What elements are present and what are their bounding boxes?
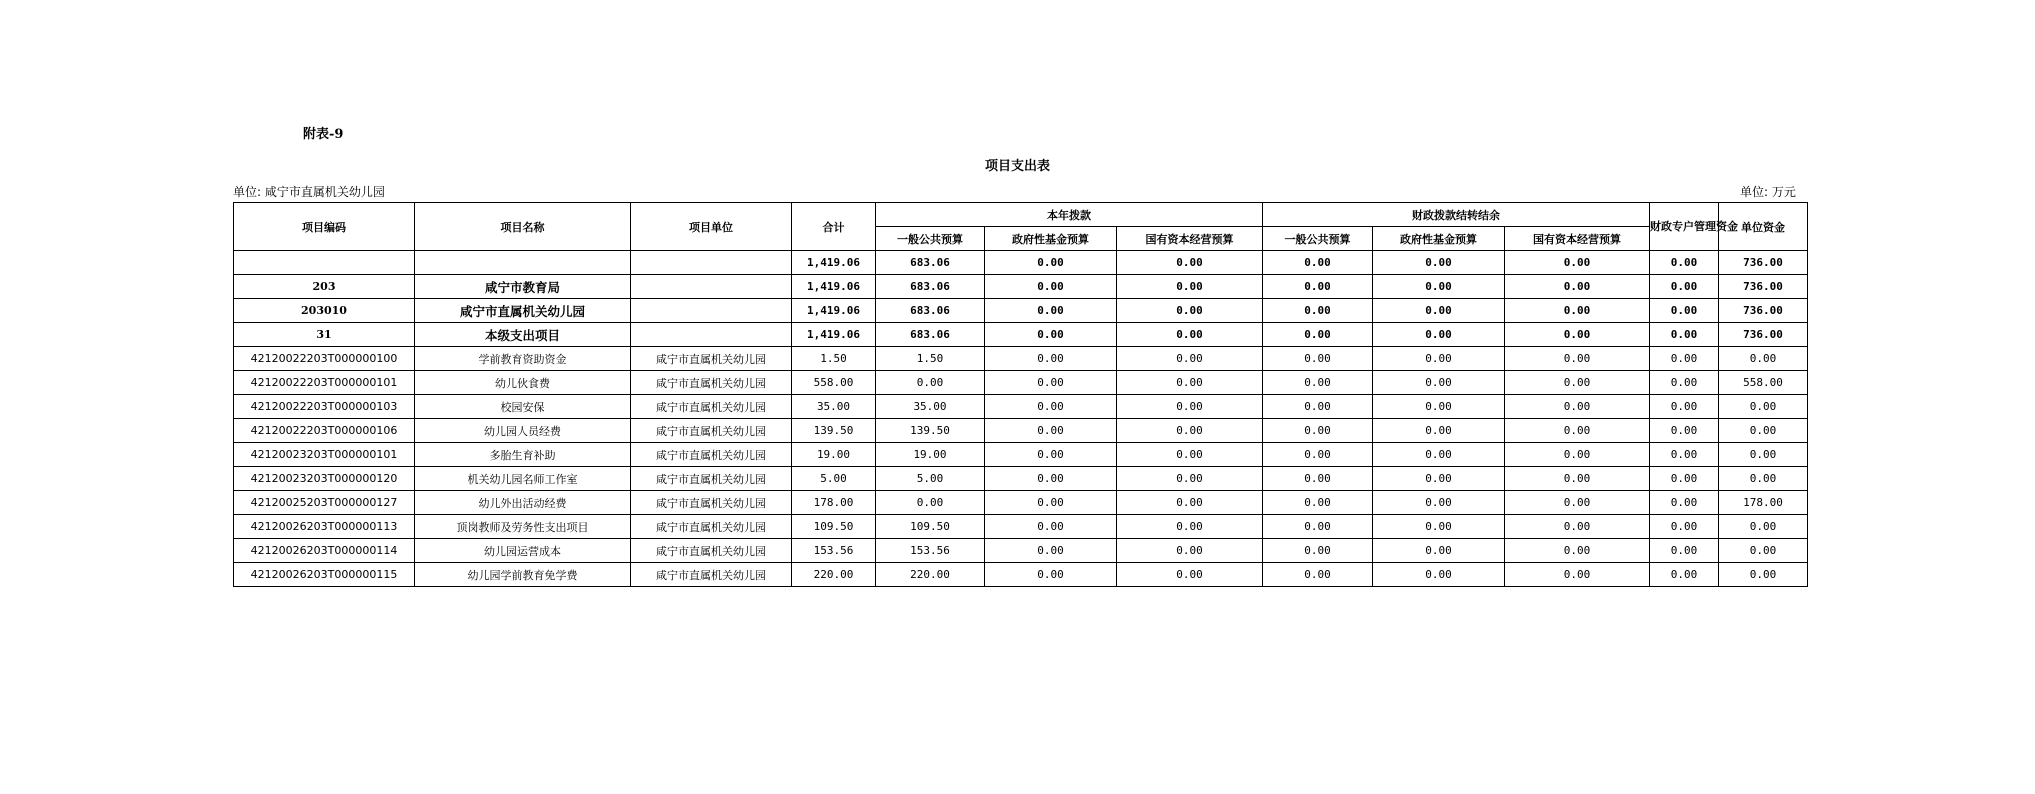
cell-name: 顶岗教师及劳务性支出项目 [415,515,631,539]
cell-name [415,251,631,275]
cell-current-state-capital: 0.00 [1117,515,1263,539]
cell-total: 19.00 [792,443,876,467]
cell-special-account: 0.00 [1650,347,1719,371]
table-row [234,419,1808,443]
cell-current-general: 0.00 [876,371,985,395]
cell-carryover-general: 0.00 [1263,515,1373,539]
cell-unit-funds: 0.00 [1719,395,1808,419]
cell-carryover-general: 0.00 [1263,443,1373,467]
cell-carryover-fund: 0.00 [1373,299,1505,323]
cell-current-state-capital: 0.00 [1117,395,1263,419]
cell-carryover-state-capital: 0.00 [1505,371,1650,395]
cell-unit-funds: 0.00 [1719,467,1808,491]
cell-carryover-general: 0.00 [1263,395,1373,419]
cell-current-fund: 0.00 [985,275,1117,299]
cell-current-state-capital: 0.00 [1117,443,1263,467]
cell-total: 35.00 [792,395,876,419]
cell-carryover-fund: 0.00 [1373,323,1505,347]
cell-code: 42120023203T000000120 [234,467,415,491]
cell-current-state-capital: 0.00 [1117,275,1263,299]
cell-unit-funds: 0.00 [1719,515,1808,539]
cell-carryover-fund: 0.00 [1373,515,1505,539]
attachment-label: 附表-9 [303,127,344,142]
cell-total: 139.50 [792,419,876,443]
cell-code: 42120026203T000000115 [234,563,415,587]
cell-unit: 咸宁市直属机关幼儿园 [631,443,792,467]
cell-name: 多胎生育补助 [415,443,631,467]
cell-carryover-general: 0.00 [1263,323,1373,347]
cell-carryover-general: 0.00 [1263,491,1373,515]
unit-currency-label: 单位: 万元 [1740,185,1796,199]
cell-current-fund: 0.00 [985,491,1117,515]
cell-carryover-fund: 0.00 [1373,395,1505,419]
cell-name: 幼儿外出活动经费 [415,491,631,515]
header-code: 项目编码 [234,203,415,251]
cell-unit: 咸宁市直属机关幼儿园 [631,563,792,587]
cell-current-general: 683.06 [876,323,985,347]
cell-total: 178.00 [792,491,876,515]
header-unit: 项目单位 [631,203,792,251]
cell-carryover-state-capital: 0.00 [1505,299,1650,323]
cell-unit-funds: 736.00 [1719,275,1808,299]
cell-special-account: 0.00 [1650,491,1719,515]
cell-current-state-capital: 0.00 [1117,467,1263,491]
cell-carryover-fund: 0.00 [1373,347,1505,371]
cell-name: 幼儿园人员经费 [415,419,631,443]
cell-code: 42120022203T000000106 [234,419,415,443]
cell-carryover-fund: 0.00 [1373,275,1505,299]
cell-code [234,251,415,275]
cell-name: 幼儿园运营成本 [415,539,631,563]
cell-carryover-general: 0.00 [1263,563,1373,587]
cell-unit: 咸宁市直属机关幼儿园 [631,539,792,563]
cell-current-general: 683.06 [876,275,985,299]
cell-carryover-general: 0.00 [1263,467,1373,491]
header-sub-state-capital: 国有资本经营预算 [1505,227,1650,251]
cell-name: 幼儿园学前教育免学费 [415,563,631,587]
cell-unit: 咸宁市直属机关幼儿园 [631,515,792,539]
cell-carryover-general: 0.00 [1263,251,1373,275]
cell-special-account: 0.00 [1650,443,1719,467]
header-sub-general: 一般公共预算 [876,227,985,251]
cell-unit: 咸宁市直属机关幼儿园 [631,347,792,371]
cell-current-general: 0.00 [876,491,985,515]
cell-carryover-fund: 0.00 [1373,371,1505,395]
cell-code: 31 [234,323,415,347]
cell-code: 42120022203T000000103 [234,395,415,419]
table-row [234,467,1808,491]
cell-current-state-capital: 0.00 [1117,371,1263,395]
cell-current-fund: 0.00 [985,395,1117,419]
cell-carryover-general: 0.00 [1263,539,1373,563]
cell-special-account: 0.00 [1650,371,1719,395]
header-unit-funds: 单位资金 [1719,203,1808,251]
cell-code: 42120026203T000000114 [234,539,415,563]
cell-current-fund: 0.00 [985,539,1117,563]
cell-carryover-fund: 0.00 [1373,539,1505,563]
cell-unit-funds: 558.00 [1719,371,1808,395]
table-row [234,323,1808,347]
cell-current-fund: 0.00 [985,419,1117,443]
cell-current-general: 1.50 [876,347,985,371]
cell-special-account: 0.00 [1650,323,1719,347]
cell-current-general: 683.06 [876,299,985,323]
table-row [234,251,1808,275]
cell-code: 203010 [234,299,415,323]
header-sub-fund: 政府性基金预算 [1373,227,1505,251]
cell-total: 1,419.06 [792,251,876,275]
cell-unit-funds: 736.00 [1719,251,1808,275]
header-total: 合计 [792,203,876,251]
table-row [234,371,1808,395]
cell-current-general: 35.00 [876,395,985,419]
cell-carryover-state-capital: 0.00 [1505,563,1650,587]
cell-unit-funds: 736.00 [1719,299,1808,323]
cell-total: 1,419.06 [792,299,876,323]
cell-current-general: 220.00 [876,563,985,587]
cell-unit [631,323,792,347]
cell-special-account: 0.00 [1650,395,1719,419]
cell-unit [631,251,792,275]
cell-name: 幼儿伙食费 [415,371,631,395]
header-group-carryover: 财政拨款结转结余 [1263,203,1650,227]
cell-total: 1,419.06 [792,275,876,299]
cell-carryover-general: 0.00 [1263,347,1373,371]
cell-unit: 咸宁市直属机关幼儿园 [631,395,792,419]
cell-code: 42120026203T000000113 [234,515,415,539]
cell-special-account: 0.00 [1650,515,1719,539]
cell-total: 153.56 [792,539,876,563]
cell-carryover-general: 0.00 [1263,299,1373,323]
cell-special-account: 0.00 [1650,467,1719,491]
cell-total: 220.00 [792,563,876,587]
cell-current-general: 139.50 [876,419,985,443]
cell-current-state-capital: 0.00 [1117,563,1263,587]
cell-carryover-fund: 0.00 [1373,419,1505,443]
cell-unit [631,275,792,299]
cell-current-state-capital: 0.00 [1117,299,1263,323]
cell-name: 机关幼儿园名师工作室 [415,467,631,491]
cell-special-account: 0.00 [1650,539,1719,563]
cell-carryover-general: 0.00 [1263,371,1373,395]
cell-current-state-capital: 0.00 [1117,251,1263,275]
cell-total: 558.00 [792,371,876,395]
cell-unit-funds: 0.00 [1719,419,1808,443]
cell-current-state-capital: 0.00 [1117,347,1263,371]
header-name: 项目名称 [415,203,631,251]
cell-current-fund: 0.00 [985,371,1117,395]
cell-name: 学前教育资助资金 [415,347,631,371]
cell-name: 咸宁市教育局 [415,275,631,299]
cell-carryover-state-capital: 0.00 [1505,395,1650,419]
cell-current-fund: 0.00 [985,563,1117,587]
table-row [234,443,1808,467]
expenditure-table [233,202,1808,587]
cell-current-fund: 0.00 [985,347,1117,371]
cell-carryover-state-capital: 0.00 [1505,251,1650,275]
unit-org-label: 单位: 咸宁市直属机关幼儿园 [233,185,385,199]
cell-unit-funds: 0.00 [1719,347,1808,371]
cell-carryover-state-capital: 0.00 [1505,275,1650,299]
cell-carryover-fund: 0.00 [1373,491,1505,515]
cell-total: 109.50 [792,515,876,539]
cell-code: 42120022203T000000100 [234,347,415,371]
cell-code: 203 [234,275,415,299]
cell-current-general: 109.50 [876,515,985,539]
cell-code: 42120023203T000000101 [234,443,415,467]
cell-carryover-general: 0.00 [1263,419,1373,443]
header-sub-state-capital: 国有资本经营预算 [1117,227,1263,251]
table-row [234,563,1808,587]
header-sub-fund: 政府性基金预算 [985,227,1117,251]
cell-current-fund: 0.00 [985,467,1117,491]
cell-carryover-state-capital: 0.00 [1505,443,1650,467]
cell-unit-funds: 0.00 [1719,563,1808,587]
cell-unit: 咸宁市直属机关幼儿园 [631,419,792,443]
table-row [234,491,1808,515]
cell-current-state-capital: 0.00 [1117,491,1263,515]
cell-current-general: 683.06 [876,251,985,275]
cell-unit [631,299,792,323]
cell-carryover-state-capital: 0.00 [1505,539,1650,563]
cell-name: 咸宁市直属机关幼儿园 [415,299,631,323]
cell-carryover-fund: 0.00 [1373,563,1505,587]
table-row [234,515,1808,539]
cell-special-account: 0.00 [1650,419,1719,443]
cell-code: 42120022203T000000101 [234,371,415,395]
cell-total: 1.50 [792,347,876,371]
cell-current-fund: 0.00 [985,299,1117,323]
cell-current-general: 5.00 [876,467,985,491]
cell-unit-funds: 178.00 [1719,491,1808,515]
cell-carryover-fund: 0.00 [1373,443,1505,467]
cell-carryover-general: 0.00 [1263,275,1373,299]
cell-total: 1,419.06 [792,323,876,347]
cell-current-general: 19.00 [876,443,985,467]
cell-carryover-state-capital: 0.00 [1505,467,1650,491]
cell-unit-funds: 0.00 [1719,443,1808,467]
cell-name: 校园安保 [415,395,631,419]
cell-special-account: 0.00 [1650,563,1719,587]
cell-carryover-state-capital: 0.00 [1505,515,1650,539]
cell-total: 5.00 [792,467,876,491]
cell-current-fund: 0.00 [985,323,1117,347]
cell-current-state-capital: 0.00 [1117,419,1263,443]
cell-current-state-capital: 0.00 [1117,539,1263,563]
cell-current-state-capital: 0.00 [1117,323,1263,347]
cell-code: 42120025203T000000127 [234,491,415,515]
cell-unit-funds: 736.00 [1719,323,1808,347]
cell-unit: 咸宁市直属机关幼儿园 [631,467,792,491]
header-group-current: 本年拨款 [876,203,1263,227]
cell-carryover-fund: 0.00 [1373,467,1505,491]
cell-current-fund: 0.00 [985,251,1117,275]
cell-unit: 咸宁市直属机关幼儿园 [631,371,792,395]
cell-unit: 咸宁市直属机关幼儿园 [631,491,792,515]
cell-current-general: 153.56 [876,539,985,563]
cell-special-account: 0.00 [1650,251,1719,275]
cell-special-account: 0.00 [1650,299,1719,323]
cell-current-fund: 0.00 [985,443,1117,467]
table-title: 项目支出表 [984,159,1050,174]
cell-current-fund: 0.00 [985,515,1117,539]
cell-name: 本级支出项目 [415,323,631,347]
table-row [234,299,1808,323]
cell-unit-funds: 0.00 [1719,539,1808,563]
cell-carryover-fund: 0.00 [1373,251,1505,275]
header-special-account: 财政专户管理资金 [1650,203,1719,251]
cell-carryover-state-capital: 0.00 [1505,323,1650,347]
table-row [234,395,1808,419]
table-row [234,539,1808,563]
cell-special-account: 0.00 [1650,275,1719,299]
table-row [234,347,1808,371]
cell-carryover-state-capital: 0.00 [1505,491,1650,515]
cell-carryover-state-capital: 0.00 [1505,347,1650,371]
header-sub-general: 一般公共预算 [1263,227,1373,251]
table-row [234,275,1808,299]
cell-carryover-state-capital: 0.00 [1505,419,1650,443]
